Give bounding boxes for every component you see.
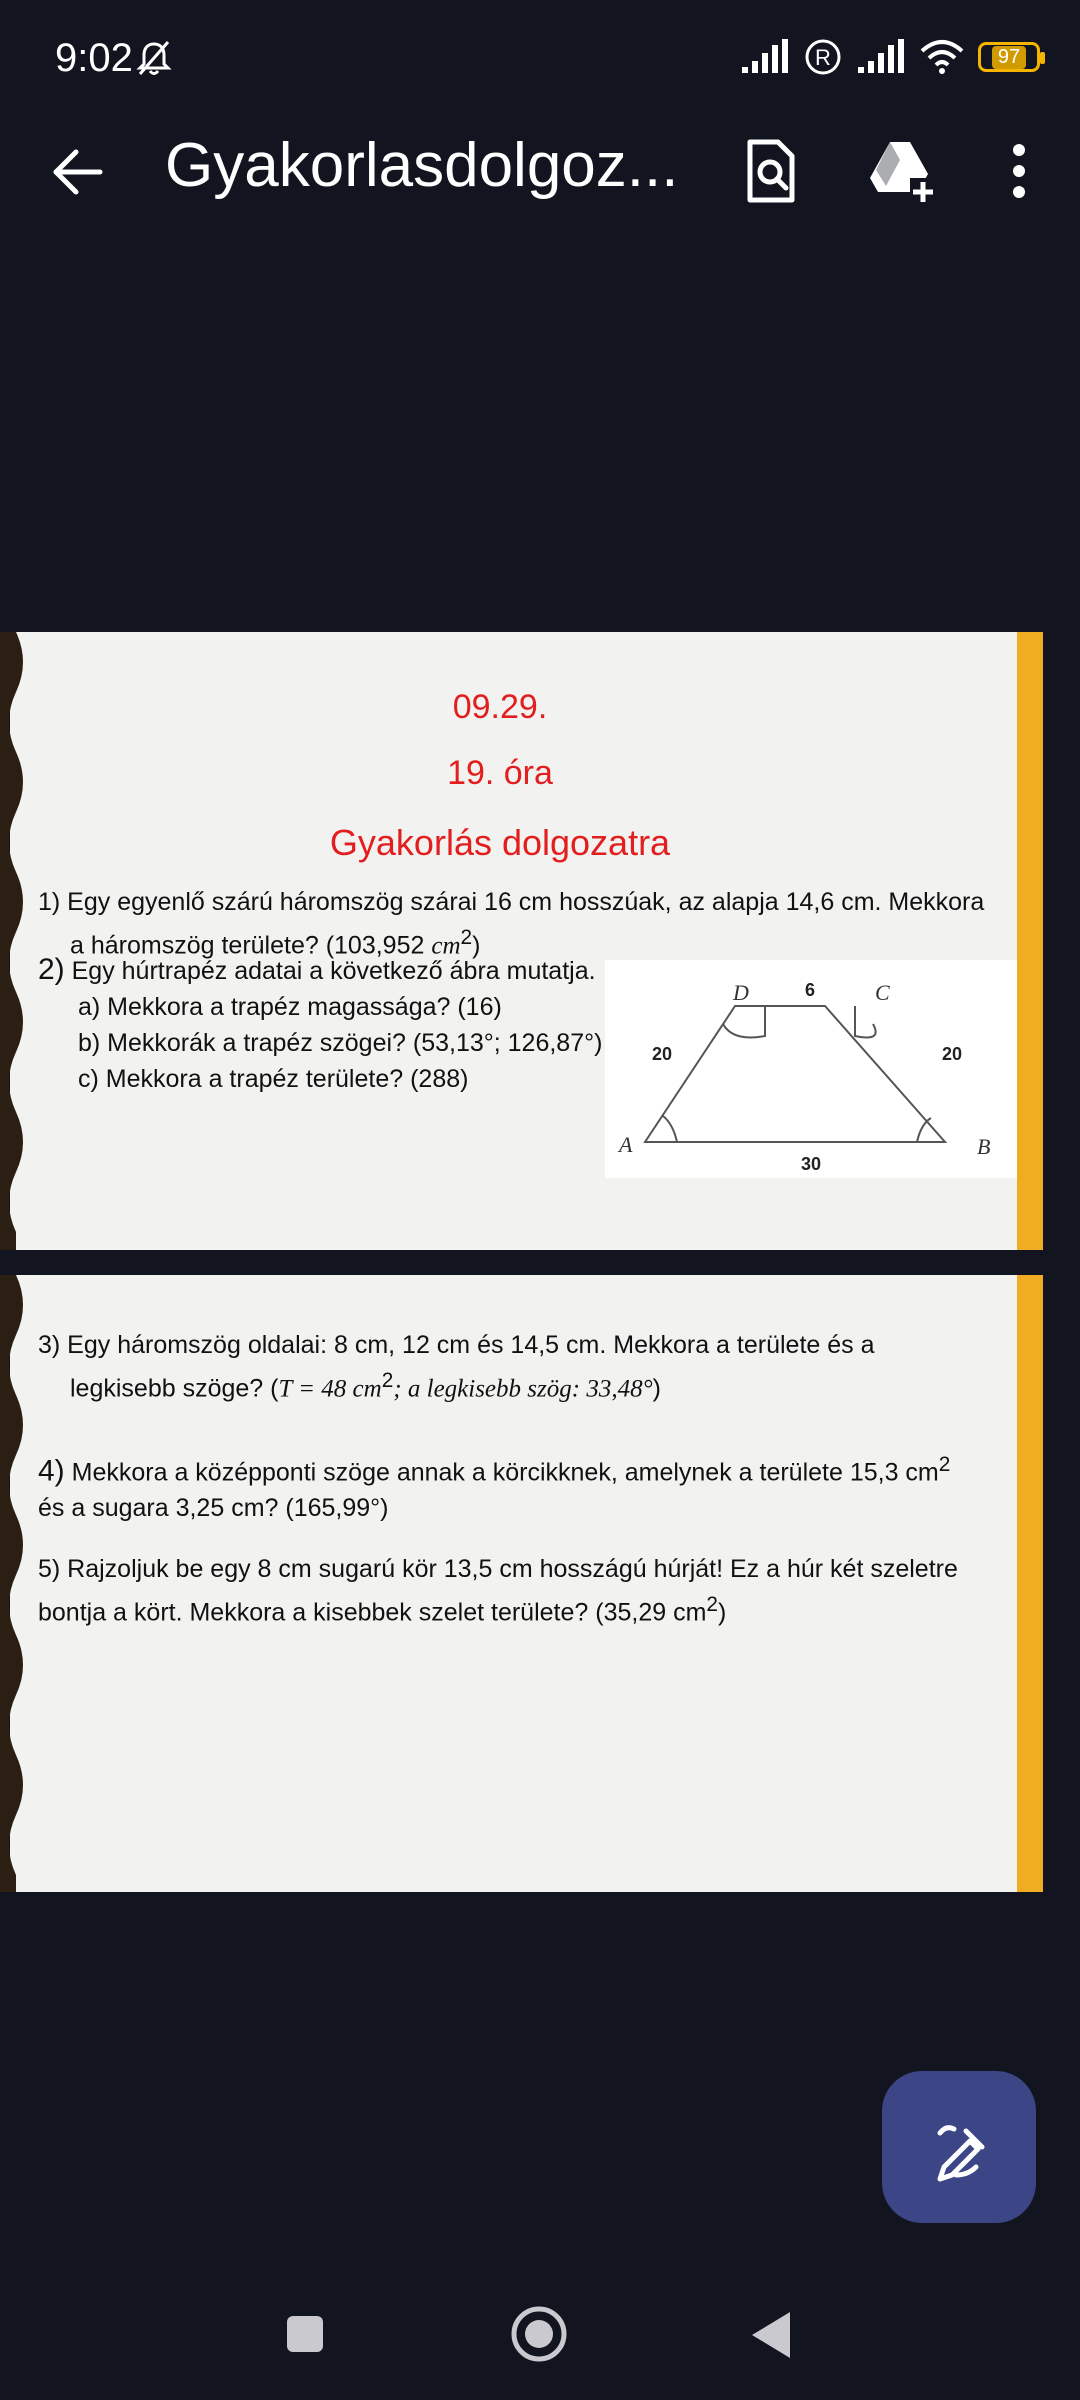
question-4-line2: és a sugara 3,25 cm? (165,99°): [38, 1494, 389, 1523]
edit-fab-button[interactable]: [882, 2071, 1036, 2223]
question-1-line1: 1) Egy egyenlő szárú háromszög szárai 16 cm hosszúak, az alapja 14,6 cm. Mekkora: [38, 888, 985, 916]
slide-lesson: 19. óra: [447, 754, 553, 792]
app-bar: [0, 120, 1080, 220]
question-1-exp: 2: [460, 926, 473, 949]
svg-text:R: R: [815, 45, 831, 70]
document-title: Gyakorlasdolgoz...: [165, 131, 679, 200]
question-5-line1: 5) Rajzoljuk be egy 8 cm sugarú kör 13,5 cm hosszágú húrját! Ez a húr két szeletre: [38, 1555, 958, 1583]
side-label-right: 20: [942, 1044, 963, 1064]
question-4: [38, 1447, 1008, 1526]
question-1-unit: cm: [431, 932, 461, 960]
slide-accent-stripe: [1017, 632, 1043, 1250]
vertex-label-c: C: [875, 980, 890, 1005]
more-vert-icon[interactable]: [984, 136, 1054, 206]
question-1-end: ): [472, 931, 481, 960]
question-3-formula: T = 48 cm: [278, 1375, 382, 1403]
status-icons: [740, 38, 1040, 76]
question-5: [38, 1551, 1008, 1630]
question-2: [38, 952, 618, 1097]
question-4-number: 4): [38, 1454, 65, 1488]
slide-accent-stripe: [1017, 1275, 1043, 1892]
question-2b: b) Mekkorák a trapéz szögei? (53,13°; 126,87°): [78, 1029, 603, 1057]
question-2-text: Egy húrtrapéz adatai a következő ábra mutatja.: [64, 957, 596, 985]
drive-add-icon[interactable]: [866, 136, 936, 206]
question-2c: c) Mekkora a trapéz területe? (288): [78, 1065, 469, 1093]
wifi-icon: [920, 39, 964, 75]
question-5-line2: [38, 1587, 1008, 1630]
question-4-exp: 2: [938, 1453, 951, 1476]
edit-pen-icon: [882, 2071, 1036, 2223]
status-bar: [0, 0, 1080, 120]
vertex-label-a: A: [619, 1132, 633, 1157]
status-time: 9:02: [55, 36, 133, 80]
question-3: [38, 1327, 998, 1407]
bell-off-icon: [134, 38, 174, 78]
vertex-label-d: D: [733, 980, 749, 1005]
question-2-number: 2): [38, 953, 65, 986]
slide-page-2: [10, 1275, 1043, 1892]
question-3-line2: [38, 1363, 998, 1407]
registered-icon: [804, 38, 842, 76]
question-5-exp: 2: [706, 1593, 718, 1616]
back-triangle-icon[interactable]: [750, 2310, 794, 2360]
slide-date: 09.29.: [452, 688, 548, 726]
question-4-text: Mekkora a középponti szöge annak a körcikknek, amelynek a területe 15,3 cm: [64, 1458, 939, 1487]
signal-icon: [856, 39, 906, 75]
question-3-end: ): [652, 1374, 661, 1403]
slide-title: Gyakorlás dolgozatra: [329, 822, 671, 863]
battery-level: 97: [992, 46, 1026, 69]
question-5-text: bontja a kört. Mekkora a kisebbek szelet területe? (35,29 cm: [38, 1598, 707, 1627]
system-nav-bar: [0, 2270, 1080, 2400]
question-5-end: ): [718, 1598, 727, 1627]
question-3-line1: 3) Egy háromszög oldalai: 8 cm, 12 cm és 14,5 cm. Mekkora a területe és a: [38, 1331, 875, 1359]
document-search-icon[interactable]: [736, 136, 806, 206]
side-label-top: 6: [805, 980, 816, 1000]
battery-icon: [978, 42, 1040, 72]
question-3-answer: ; a legkisebb szög: 33,48°: [393, 1375, 653, 1403]
side-label-bottom: 30: [801, 1154, 822, 1174]
home-circle-icon[interactable]: [510, 2305, 568, 2363]
slide-wave-border: [0, 1275, 36, 1892]
question-3-text: legkisebb szöge? (: [70, 1374, 279, 1403]
question-2a: a) Mekkora a trapéz magassága? (16): [78, 993, 502, 1021]
vertex-label-b: B: [977, 1134, 991, 1159]
question-4-line1: [38, 1447, 1008, 1490]
question-1-text: a háromszög területe? (103,952: [70, 931, 432, 960]
slide-page-1: [10, 632, 1043, 1250]
recents-square-icon[interactable]: [285, 2314, 325, 2354]
trapezoid-figure: [605, 960, 1017, 1178]
question-3-exp: 2: [381, 1369, 394, 1392]
back-arrow-icon[interactable]: [48, 142, 108, 202]
question-2-line: [38, 952, 618, 989]
side-label-left: 20: [652, 1044, 673, 1064]
signal-icon: [740, 39, 790, 75]
